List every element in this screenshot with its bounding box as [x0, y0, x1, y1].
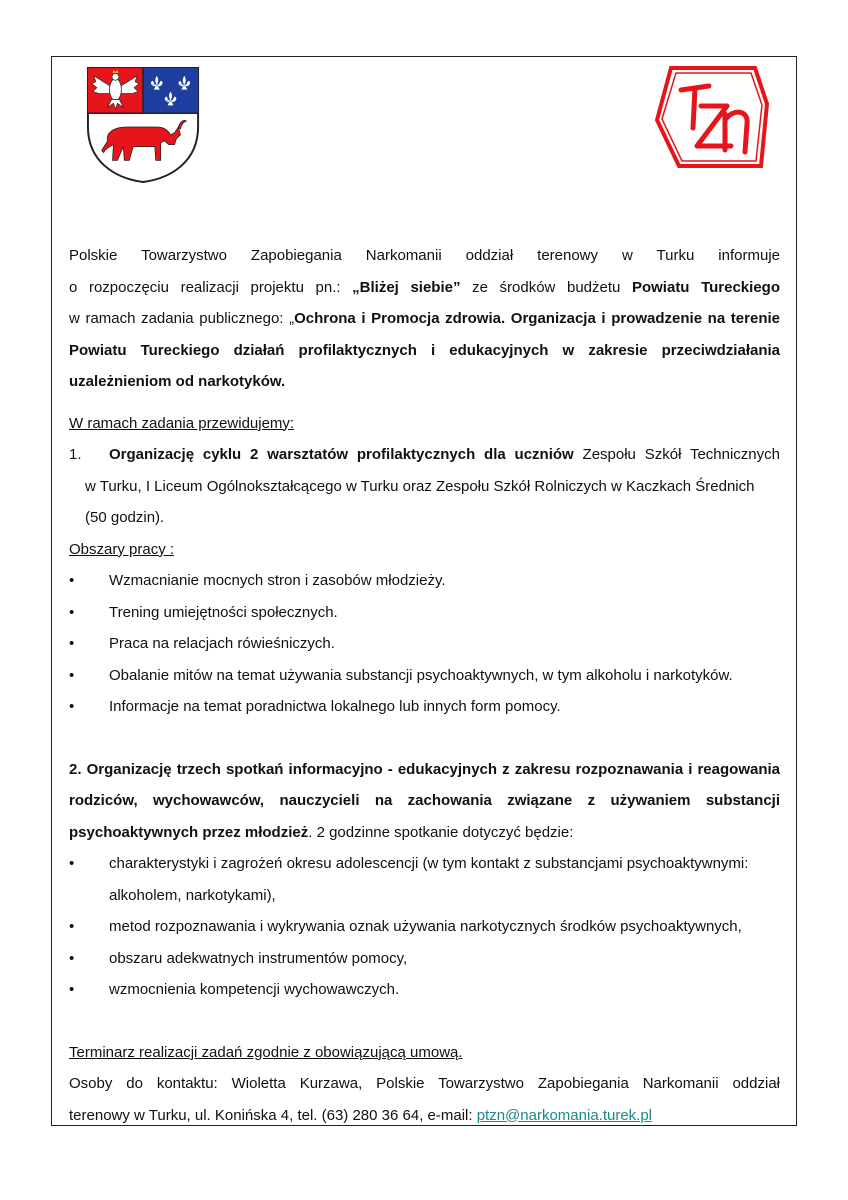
item-1-number: 1.	[69, 446, 82, 463]
list-item: • Trening umiejętności społecznych.	[69, 597, 780, 629]
item-1-line-2: w Turku, I Liceum Ogólnokształcącego w Turku oraz Zespołu Szkół Rolniczych w Kaczkach Średnich	[85, 477, 755, 495]
bullet-icon: •	[69, 572, 75, 589]
list-item: • obszaru adekwatnych instrumentów pomocy,	[69, 943, 780, 975]
list-item: • Wzmacnianie mocnych stron i zasobów młodzieży.	[69, 565, 780, 597]
budget-source: Powiatu Tureckiego	[631, 278, 780, 296]
list-item: • wzmocnienia kompetencji wychowawczych.	[69, 974, 780, 1006]
bullet-icon: •	[69, 855, 75, 872]
intro-line-2: o rozpoczęciu realizacji projektu pn.: „Bliżej siebie” ze środków budżetu Powiatu Tureckiego	[69, 278, 780, 296]
bullet-icon: •	[69, 698, 75, 715]
bullet-icon: •	[69, 635, 75, 652]
item-1-title: Organizację cyklu 2 warsztatów profilaktycznych dla uczniów	[109, 446, 574, 463]
list-item: • charakterystyki i zagrożeń okresu adolescencji (w tym kontakt z substancjami psychoaktywnymi:	[69, 848, 780, 880]
item-1-line-3: (50 godzin).	[85, 509, 165, 526]
contact-line-2: terenowy w Turku, ul. Konińska 4, tel. (63) 280 36 64, e-mail: ptzn@narkomania.turek.pl	[69, 1106, 653, 1124]
plan-title: W ramach zadania przewidujemy:	[69, 414, 295, 432]
project-name: „Bliżej siebie”	[352, 278, 461, 296]
intro-line-5: uzależnieniom od narkotyków.	[69, 373, 286, 390]
list-item: • Obalanie mitów na temat używania substancji psychoaktywnych, w tym alkoholu i narkotyków.	[69, 660, 780, 692]
item-2-line-1: 2. Organizację trzech spotkań informacyjno - edukacyjnych z zakresu rozpoznawania i reagowania	[69, 760, 780, 778]
list-item: • Informacje na temat poradnictwa lokalnego lub innych form pomocy.	[69, 691, 780, 723]
item-1: 1. Organizację cyklu 2 warsztatów profilaktycznych dla uczniów Zespołu Szkół Technicznych	[69, 439, 780, 471]
intro-line-3: w ramach zadania publicznego: „Ochrona i Promocja zdrowia. Organizacja i prowadzenie na terenie	[69, 310, 780, 327]
coat-of-arms-logo	[84, 66, 202, 184]
bullet-icon: •	[69, 603, 75, 621]
item-2-line-3: psychoaktywnych przez młodzież. 2 godzinne spotkanie dotyczyć będzie:	[69, 823, 574, 841]
contact-line-1: Osoby do kontaktu: Wioletta Kurzawa, Polskie Towarzystwo Zapobiegania Narkomanii oddział	[69, 1075, 780, 1092]
list-item: • metod rozpoznawania i wykrywania oznak używania narkotycznych środków psychoaktywnych,	[69, 911, 780, 943]
intro-line-4: Powiatu Tureckiego działań profilaktycznych i edukacyjnych w zakresie przeciwdziałania	[69, 341, 780, 359]
list-item-continuation: alkoholem, narkotykami),	[109, 886, 276, 904]
schedule-note: Terminarz realizacji zadań zgodnie z obowiązującą umową.	[69, 1043, 463, 1061]
document-body	[69, 240, 780, 1131]
areas-title: Obszary pracy :	[69, 540, 175, 558]
list-item: • Praca na relacjach rówieśniczych.	[69, 628, 780, 660]
bullet-icon: •	[69, 918, 75, 935]
bullet-icon: •	[69, 666, 75, 684]
bullet-icon: •	[69, 949, 75, 967]
intro-line-1: Polskie Towarzystwo Zapobiegania Narkomanii oddział terenowy w Turku informuje	[69, 247, 780, 264]
item-2-line-2: rodziców, wychowawców, nauczycieli na zachowania związane z używaniem substancji	[69, 792, 780, 809]
bullet-icon: •	[69, 981, 75, 998]
tzn-logo	[653, 64, 770, 170]
email-link[interactable]: ptzn@narkomania.turek.pl	[476, 1106, 653, 1124]
